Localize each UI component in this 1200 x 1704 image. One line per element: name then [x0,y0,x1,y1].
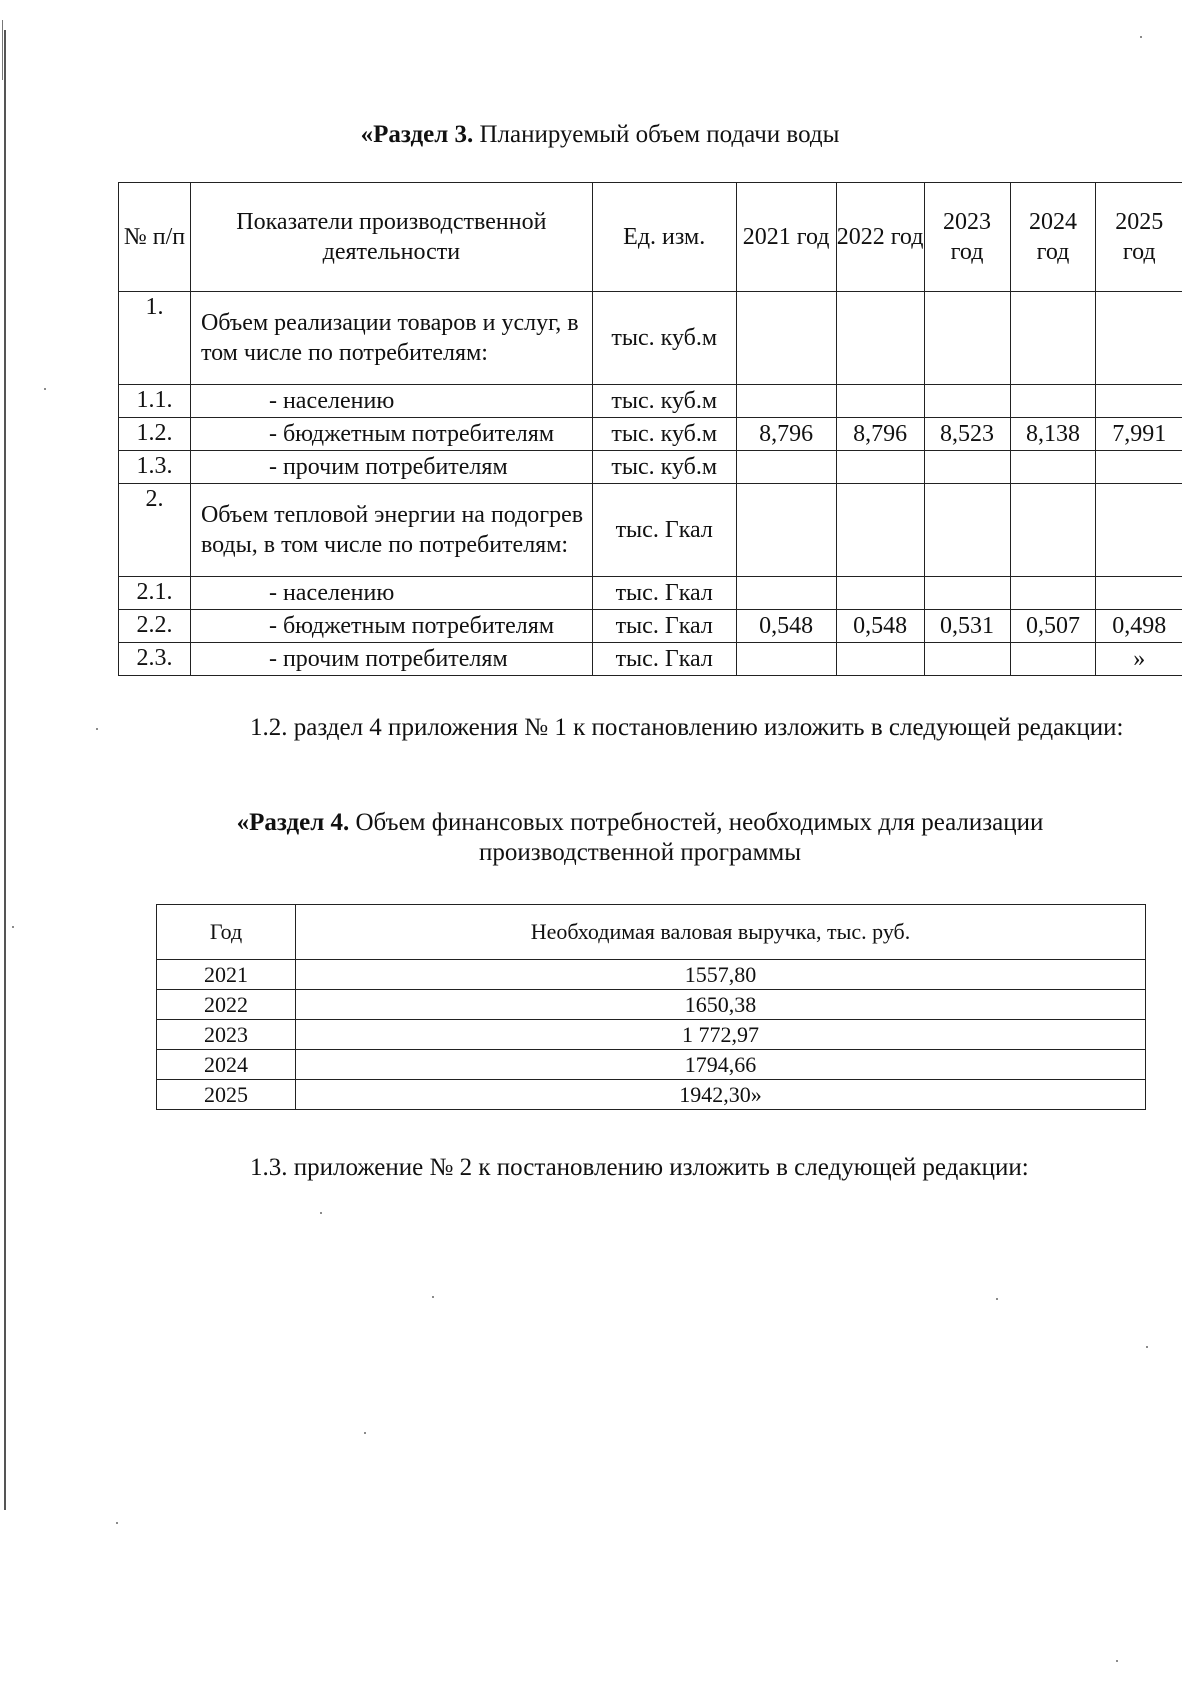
row-num: 2.1. [119,577,191,610]
row-num: 1.3. [119,451,191,484]
table-row [119,418,1183,451]
scan-speck [320,1212,322,1214]
row-num: 1.1. [119,385,191,418]
header-2021: 2021 год [736,183,836,292]
planned-water-supply-table [118,182,1182,676]
header-revenue: Необходимая валовая выручка, тыс. руб. [296,905,1146,960]
row-unit: тыс. Гкал [592,643,736,676]
cell-revenue: 1557,80 [296,960,1146,990]
cell-2025: 0,498 [1096,610,1182,643]
cell-2021 [736,484,836,577]
row-unit: тыс. Гкал [592,577,736,610]
row-label: - бюджетным потребителям [190,418,592,451]
table-row [157,990,1146,1020]
cell-2021 [736,643,836,676]
row-unit: тыс. куб.м [592,418,736,451]
cell-year: 2024 [157,1050,296,1080]
cell-revenue: 1650,38 [296,990,1146,1020]
cell-revenue: 1 772,97 [296,1020,1146,1050]
header-unit: Ед. изм. [592,183,736,292]
table-row [157,1080,1146,1110]
cell-year: 2025 [157,1080,296,1110]
cell-2021: 0,548 [736,610,836,643]
row-num: 2.3. [119,643,191,676]
cell-2023 [924,577,1010,610]
section-4-title-text: Объем финансовых потребностей, необходимых для реализации производственной программы [349,809,1044,866]
cell-revenue: 1794,66 [296,1050,1146,1080]
cell-2024 [1010,484,1096,577]
cell-year: 2023 [157,1020,296,1050]
scan-speck [44,388,46,390]
cell-2023 [924,451,1010,484]
header-num: № п/п [119,183,191,292]
table-row [119,643,1183,676]
cell-2021 [736,292,836,385]
cell-2023 [924,292,1010,385]
row-num: 1. [119,292,191,385]
section-4-title [150,808,1130,868]
header-2024: 2024 год [1010,183,1096,292]
row-num: 2.2. [119,610,191,643]
table-row [119,451,1183,484]
table-header-row [119,183,1183,292]
cell-2024 [1010,643,1096,676]
row-label: Объем реализации товаров и услуг, в том числе по потребителям: [190,292,592,385]
row-unit: тыс. Гкал [592,484,736,577]
cell-2025 [1096,385,1182,418]
header-2022: 2022 год [836,183,924,292]
table-row [119,610,1183,643]
cell-2021 [736,385,836,418]
cell-2025 [1096,451,1182,484]
scan-speck [12,926,14,928]
cell-revenue: 1942,30» [296,1080,1146,1110]
row-unit: тыс. куб.м [592,292,736,385]
scan-speck [96,728,98,730]
scan-speck [1140,36,1142,38]
cell-2025 [1096,484,1182,577]
row-label: - населению [190,577,592,610]
cell-2024 [1010,292,1096,385]
cell-2024 [1010,385,1096,418]
paragraph-1-2: 1.2. раздел 4 приложения № 1 к постановлению изложить в следующей редакции: [250,714,1124,741]
cell-2023 [924,484,1010,577]
row-label: Объем тепловой энергии на подогрев воды, в том числе по потребителям: [190,484,592,577]
section-3-title [0,120,1200,150]
scan-speck [116,1522,118,1524]
cell-year: 2022 [157,990,296,1020]
table-row [119,385,1183,418]
cell-2022 [836,451,924,484]
scan-speck [996,1298,998,1300]
table-row [119,577,1183,610]
header-indicator: Показатели производственной деятельности [190,183,592,292]
cell-2021 [736,577,836,610]
table-row [157,1020,1146,1050]
row-label: - прочим потребителям [190,643,592,676]
table-row [119,292,1183,385]
scan-speck [364,1432,366,1434]
row-unit: тыс. куб.м [592,385,736,418]
cell-2022 [836,292,924,385]
table-row [119,484,1183,577]
section-4-title-bold: «Раздел 4. [236,809,350,836]
cell-2024: 8,138 [1010,418,1096,451]
cell-2024: 0,507 [1010,610,1096,643]
scan-speck [1146,1346,1148,1348]
row-num: 2. [119,484,191,577]
row-label: - населению [190,385,592,418]
cell-2022 [836,577,924,610]
cell-2021: 8,796 [736,418,836,451]
cell-2025 [1096,292,1182,385]
cell-2022: 0,548 [836,610,924,643]
row-label: - бюджетным потребителям [190,610,592,643]
cell-2022 [836,643,924,676]
cell-2023: 8,523 [924,418,1010,451]
cell-2023: 0,531 [924,610,1010,643]
section-3-title-text: Планируемый объем подачи воды [473,121,840,148]
row-label: - прочим потребителям [190,451,592,484]
header-year: Год [157,905,296,960]
section-3-title-bold: «Раздел 3. [360,121,474,148]
header-2025: 2025 год [1096,183,1182,292]
table-row [157,1050,1146,1080]
row-unit: тыс. Гкал [592,610,736,643]
cell-year: 2021 [157,960,296,990]
header-2023: 2023 год [924,183,1010,292]
cell-2022 [836,385,924,418]
cell-2025: » [1096,643,1182,676]
cell-2021 [736,451,836,484]
row-num: 1.2. [119,418,191,451]
table-header-row [157,905,1146,960]
cell-2025: 7,991 [1096,418,1182,451]
scan-edge [4,30,6,1510]
table-row [157,960,1146,990]
scan-edge [2,20,3,80]
cell-2022 [836,484,924,577]
cell-2022: 8,796 [836,418,924,451]
cell-2024 [1010,451,1096,484]
scan-speck [432,1296,434,1298]
cell-2025 [1096,577,1182,610]
paragraph-1-3: 1.3. приложение № 2 к постановлению изложить в следующей редакции: [250,1154,1029,1181]
cell-2023 [924,643,1010,676]
cell-2024 [1010,577,1096,610]
row-unit: тыс. куб.м [592,451,736,484]
financial-needs-table [156,904,1146,1110]
scan-speck [1116,1660,1118,1662]
cell-2023 [924,385,1010,418]
